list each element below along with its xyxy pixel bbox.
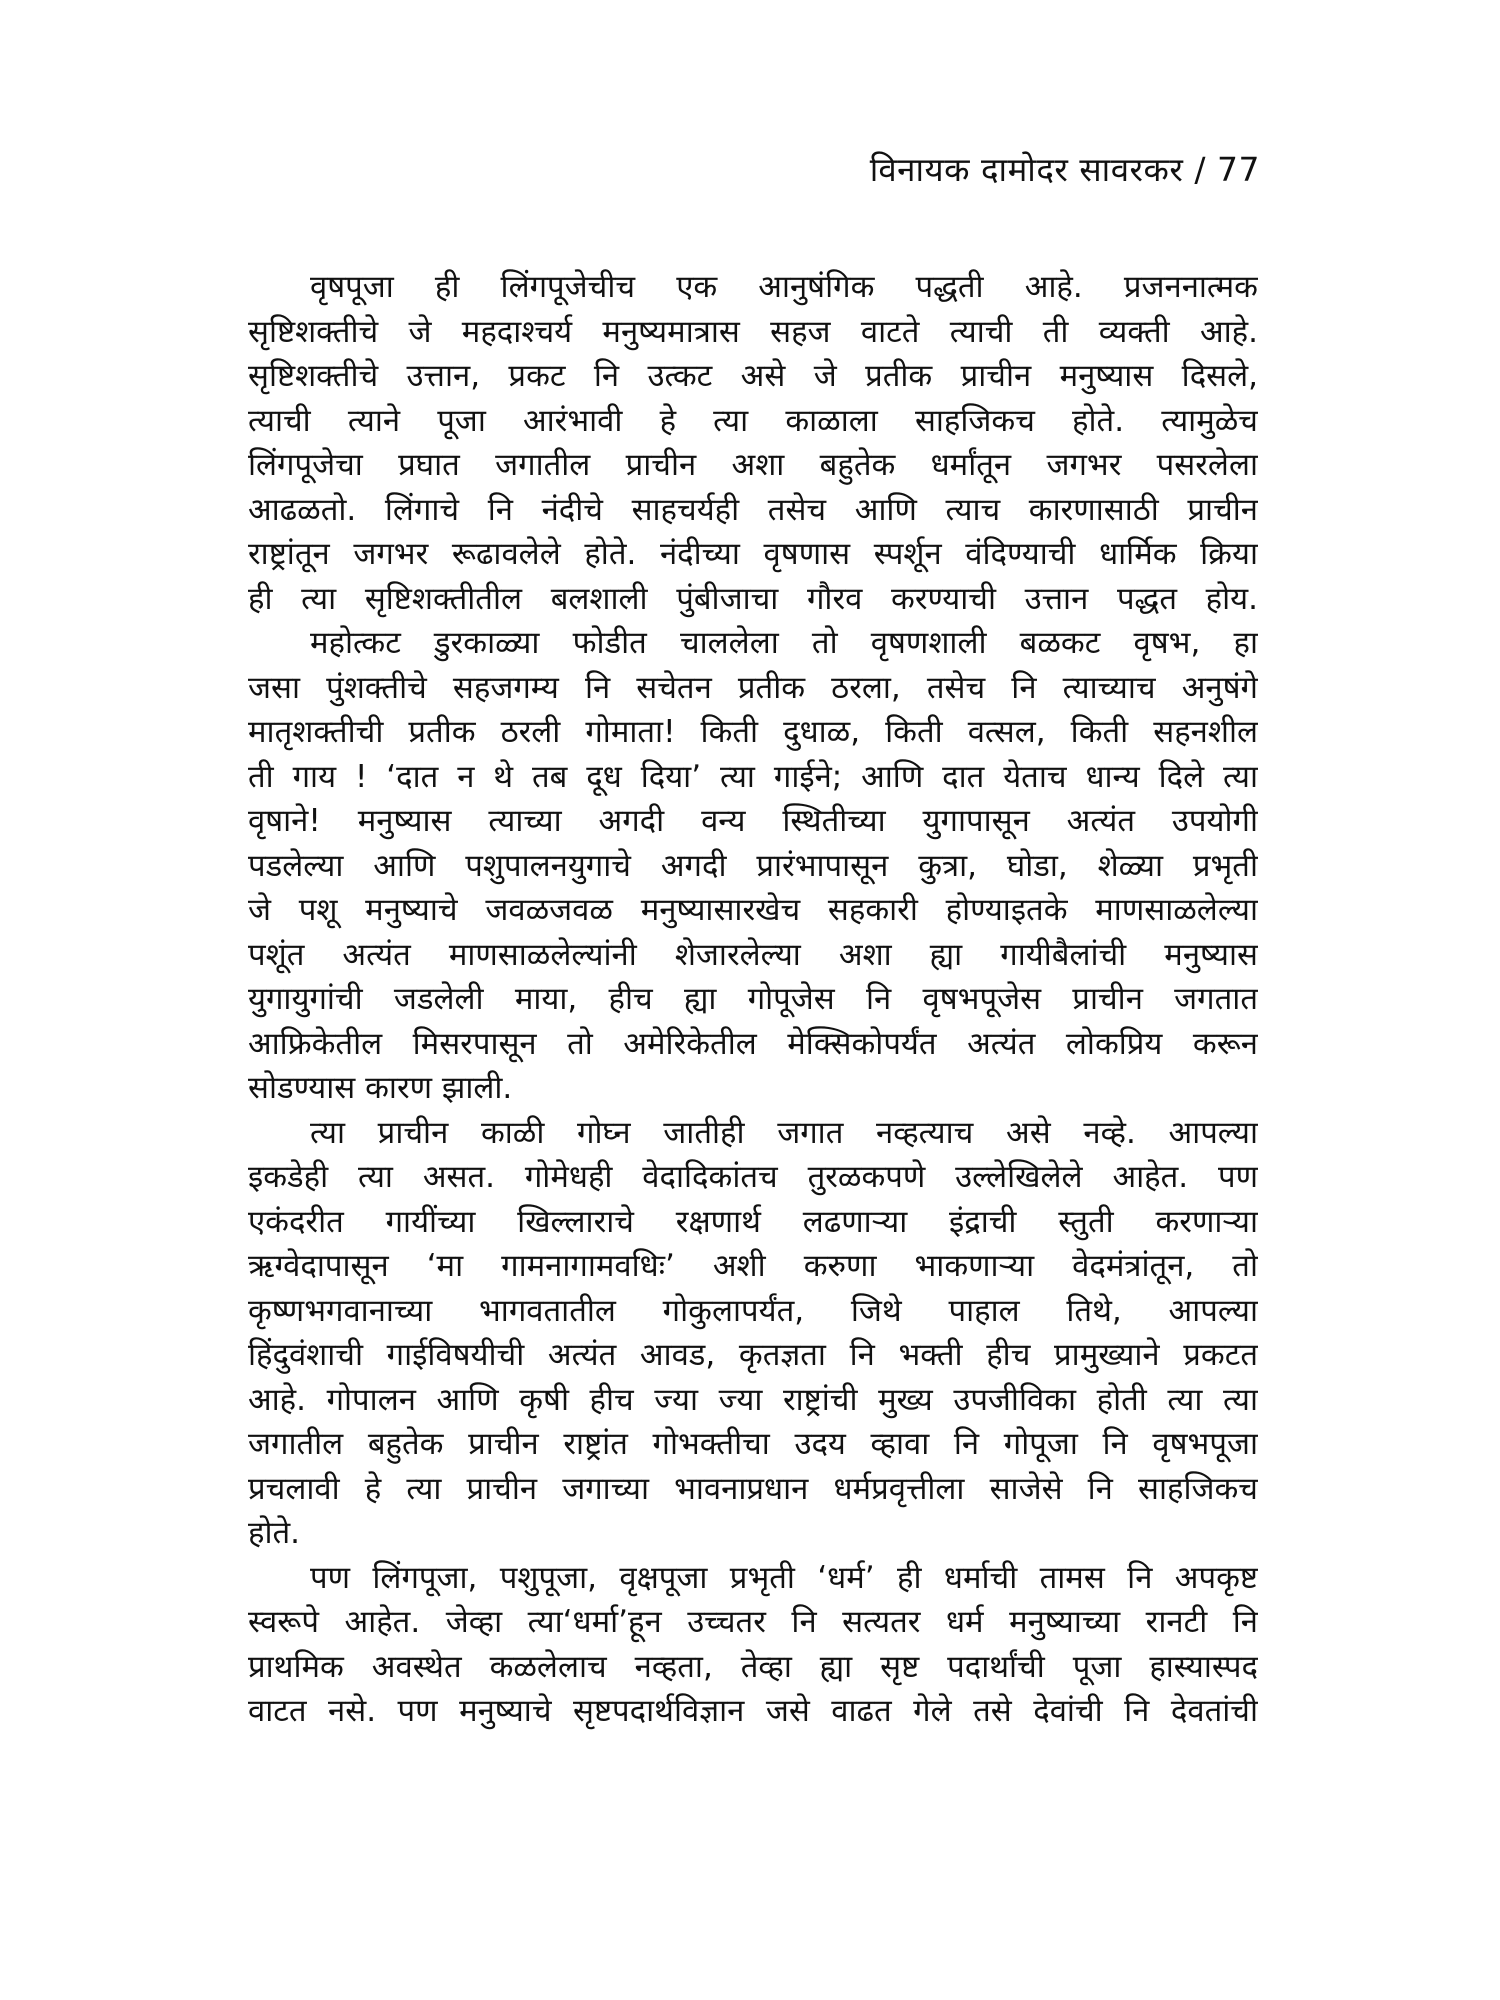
text-line: जसा पुंशक्तीचे सहजगम्य नि सचेतन प्रतीक ठरला, तसेच नि त्याच्याच अनुषंगे — [248, 669, 1258, 706]
text-line: सोडण्यास कारण झाली. — [248, 1070, 513, 1106]
text-line: सृष्टिशक्तीचे जे महदाश्चर्य मनुष्यमात्रास सहज वाटते त्याची ती व्यक्ती आहे. — [248, 313, 1258, 350]
text-line: वृषाने! मनुष्यास त्याच्या अगदी वन्य स्थितीच्या युगापासून अत्यंत उपयोगी — [248, 803, 1258, 839]
text-line: त्या प्राचीन काळी गोघ्न जातीही जगात नव्हत्याच असे नव्हे. आपल्या — [310, 1114, 1258, 1151]
text-line: ही त्या सृष्टिशक्तीतील बलशाली पुंबीजाचा गौरव करण्याची उत्तान पद्धत होय. — [248, 580, 1258, 617]
text-line: प्राथमिक अवस्थेत कळलेलाच नव्हता, तेव्हा ह्या सृष्ट पदार्थांची पूजा हास्यास्पद — [248, 1648, 1258, 1685]
text-line: पडलेल्या आणि पशुपालनयुगाचे अगदी प्रारंभापासून कुत्रा, घोडा, शेळ्या प्रभृती — [248, 847, 1258, 884]
text-line: आफ्रिकेतील मिसरपासून तो अमेरिकेतील मेक्सिकोपर्यंत अत्यंत लोकप्रिय करून — [248, 1025, 1258, 1062]
text-line: युगायुगांची जडलेली माया, हीच ह्या गोपूजेस नि वृषभपूजेस प्राचीन जगतात — [248, 981, 1258, 1017]
text-line: मातृशक्तीची प्रतीक ठरली गोमाता! किती दुधाळ, किती वत्सल, किती सहनशील — [248, 714, 1258, 750]
text-line: पण लिंगपूजा, पशुपूजा, वृक्षपूजा प्रभृती ‘धर्म’ ही धर्माची तामस नि अपकृष्ट — [310, 1559, 1258, 1596]
text-line: वृषपूजा ही लिंगपूजेचीच एक आनुषंगिक पद्धती आहे. प्रजननात्मक — [310, 269, 1258, 305]
running-header: विनायक दामोदर सावरकर / 77 — [869, 150, 1260, 189]
text-line: पशूंत अत्यंत माणसाळलेल्यांनी शेजारलेल्या अशा ह्या गायीबैलांची मनुष्यास — [248, 936, 1258, 973]
text-line: सृष्टिशक्तीचे उत्तान, प्रकट नि उत्कट असे जे प्रतीक प्राचीन मनुष्यास दिसले, — [248, 358, 1258, 394]
text-line: ऋग्वेदापासून ‘मा गामनागामवधिः’ अशी करुणा भाकणाऱ्या वेदमंत्रांतून, तो — [248, 1248, 1258, 1284]
text-line: महोत्कट डुरकाळ्या फोडीत चाललेला तो वृषणशाली बळकट वृषभ, हा — [310, 625, 1258, 661]
text-line: कृष्णभगवानाच्या भागवतातील गोकुलापर्यंत, जिथे पाहाल तिथे, आपल्या — [248, 1292, 1258, 1329]
text-line: त्याची त्याने पूजा आरंभावी हे त्या काळाला साहजिकच होते. त्यामुळेच — [248, 402, 1258, 439]
text-line: आहे. गोपालन आणि कृषी हीच ज्या ज्या राष्ट्रांची मुख्य उपजीविका होती त्या त्या — [248, 1381, 1258, 1418]
text-line: हिंदुवंशाची गाईविषयीची अत्यंत आवड, कृतज्ञता नि भक्ती हीच प्रामुख्याने प्रकटत — [248, 1337, 1258, 1373]
body-text — [248, 265, 1258, 1734]
text-line: जगातील बहुतेक प्राचीन राष्ट्रांत गोभक्तीचा उदय व्हावा नि गोपूजा नि वृषभपूजा — [248, 1426, 1258, 1462]
text-line: इकडेही त्या असत. गोमेधही वेदादिकांतच तुरळकपणे उल्लेखिलेले आहेत. पण — [248, 1159, 1258, 1195]
text-line: होते. — [248, 1515, 301, 1551]
text-line: प्रचलावी हे त्या प्राचीन जगाच्या भावनाप्रधान धर्मप्रवृत्तीला साजेसे नि साहजिकच — [248, 1470, 1258, 1507]
text-line: लिंगपूजेचा प्रघात जगातील प्राचीन अशा बहुतेक धर्मांतून जगभर पसरलेला — [248, 447, 1258, 483]
text-line: स्वरूपे आहेत. जेव्हा त्या‘धर्मा’हून उच्चतर नि सत्यतर धर्म मनुष्याच्या रानटी नि — [248, 1604, 1258, 1640]
text-line: जे पशू मनुष्याचे जवळजवळ मनुष्यासारखेच सहकारी होण्याइतके माणसाळलेल्या — [248, 892, 1258, 928]
text-line: आढळतो. लिंगाचे नि नंदीचे साहचर्यही तसेच आणि त्याच कारणासाठी प्राचीन — [248, 491, 1258, 528]
text-line: राष्ट्रांतून जगभर रूढावलेले होते. नंदीच्या वृषणास स्पर्शून वंदिण्याची धार्मिक क्रिया — [248, 536, 1258, 572]
text-line: वाटत नसे. पण मनुष्याचे सृष्टपदार्थविज्ञान जसे वाढत गेले तसे देवांची नि देवतांची — [248, 1693, 1258, 1729]
text-line: ती गाय ! ‘दात न थे तब दूध दिया’ त्या गाईने; आणि दात येताच धान्य दिले त्या — [248, 758, 1258, 795]
text-line: एकंदरीत गायींच्या खिल्लाराचे रक्षणार्थ लढणाऱ्या इंद्राची स्तुती करणाऱ्या — [248, 1203, 1258, 1240]
